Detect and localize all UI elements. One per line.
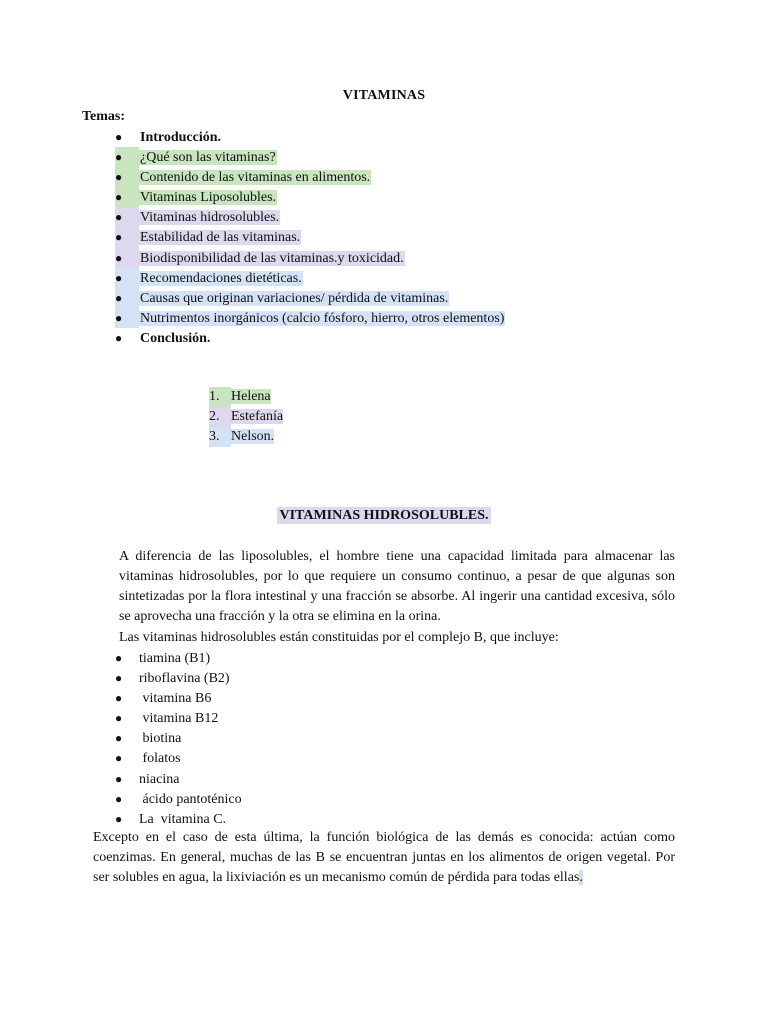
name-item xyxy=(209,427,283,447)
bullet-icon: ● xyxy=(115,227,139,247)
vitamin-text: vitamina B12 xyxy=(139,711,219,727)
topic-item xyxy=(115,227,505,247)
vitamin-text: folatos xyxy=(139,751,181,767)
topic-text: Biodisponibilidad de las vitaminas.y toxicidad. xyxy=(140,250,404,266)
topic-text: Causas que originan variaciones/ pérdida de vitaminas. xyxy=(140,290,449,306)
vitamin-item xyxy=(115,809,242,829)
topic-text: Nutrimentos inorgánicos (calcio fósforo, hierro, otros elementos) xyxy=(140,310,505,326)
topic-item xyxy=(115,147,505,167)
bullet-icon: ● xyxy=(115,167,139,187)
name-item xyxy=(209,387,283,407)
paragraph-conclusion-text: Excepto en el caso de esta última, la función biológica de las demás es conocida: actúan como coenzimas. En general, muchas de las B se encuentran juntas en los alimentos de origen vegetal. Por ser solubles en agua, la lixiviación es un mecanismo común de pérdida para todas ellas xyxy=(93,830,675,886)
vitamin-item xyxy=(115,708,242,728)
paragraph-complex-b: Las vitaminas hidrosolubles están constituidas por el complejo B, que incluye: xyxy=(119,630,559,645)
bullet-icon: ● xyxy=(115,791,123,806)
name-item xyxy=(209,407,283,427)
vitamins-list xyxy=(115,648,242,829)
bullet-icon: ● xyxy=(115,207,139,227)
topic-text: Estabilidad de las vitaminas. xyxy=(140,230,301,246)
bullet-icon: ● xyxy=(115,811,123,826)
topic-item xyxy=(115,187,505,207)
vitamin-item xyxy=(115,789,242,809)
vitamin-item xyxy=(115,728,242,748)
name-number: 3. xyxy=(209,427,231,447)
topics-list xyxy=(115,127,505,348)
vitamin-item xyxy=(115,668,242,688)
topic-text: Vitaminas Liposolubles. xyxy=(140,190,277,206)
vitamin-item xyxy=(115,688,242,708)
topic-item xyxy=(115,328,505,348)
bullet-icon: ● xyxy=(115,731,123,746)
bullet-icon: ● xyxy=(115,651,123,665)
vitamin-text: La vitamina C. xyxy=(139,811,227,827)
bullet-icon: ● xyxy=(115,711,123,726)
vitamin-item xyxy=(115,648,242,668)
bullet-icon: ● xyxy=(115,248,139,268)
name-number: 2. xyxy=(209,407,231,427)
topic-item xyxy=(115,248,505,268)
bullet-icon: ● xyxy=(115,691,123,706)
bullet-icon: ● xyxy=(115,771,123,786)
topic-text: ¿Qué son las vitaminas? xyxy=(140,150,276,166)
bullet-icon: ● xyxy=(115,288,139,308)
names-list xyxy=(209,387,283,447)
vitamin-text: tiamina (B1) xyxy=(139,651,211,666)
name-text: Helena xyxy=(231,389,271,404)
bullet-icon: ● xyxy=(115,187,139,207)
vitamin-text: ácido pantoténico xyxy=(139,791,242,807)
topic-item xyxy=(115,288,505,308)
topic-text: Vitaminas hidrosolubles. xyxy=(140,210,280,226)
text-cursor-period[interactable]: . xyxy=(579,870,583,886)
name-text: Estefanía xyxy=(231,409,284,425)
bullet-icon: ● xyxy=(115,671,123,686)
vitamin-text: niacina xyxy=(139,771,180,787)
section-title-text: VITAMINAS HIDROSOLUBLES. xyxy=(279,508,489,523)
topic-text: Contenido de las vitaminas en alimentos. xyxy=(140,170,371,186)
topic-item xyxy=(115,268,505,288)
vitamin-text: riboflavina (B2) xyxy=(139,671,230,687)
topic-text: Introducción. xyxy=(140,130,222,145)
bullet-icon: ● xyxy=(115,268,139,288)
vitamin-text: vitamina B6 xyxy=(139,691,212,707)
name-number: 1. xyxy=(209,387,231,407)
topic-item xyxy=(115,308,505,328)
bullet-icon: ● xyxy=(115,751,123,766)
paragraph-intro: A diferencia de las liposolubles, el hombre tiene una capacidad limitada para almacenar las vitaminas hidrosolubles, por lo que requiere un consumo continuo, a pesar de que algunas son sintetizadas por la flora intestinal y una fracción se absorbe. Al ingerir una cantidad excesiva, sólo se aprovecha una fracción y la otra se elimina en la orina. xyxy=(119,549,675,625)
vitamin-item xyxy=(115,748,242,768)
bullet-icon: ● xyxy=(115,147,139,167)
paragraph-conclusion xyxy=(93,828,675,888)
topic-item xyxy=(115,207,505,227)
topic-text: Recomendaciones dietéticas. xyxy=(140,270,302,286)
bullet-icon: ● xyxy=(115,130,123,144)
name-text: Nelson. xyxy=(231,429,275,445)
vitamin-text: biotina xyxy=(139,731,182,747)
topic-item xyxy=(115,127,505,147)
bullet-icon: ● xyxy=(115,308,139,328)
topic-item xyxy=(115,167,505,187)
temas-label: Temas: xyxy=(82,109,126,124)
bullet-icon: ● xyxy=(115,330,123,345)
section-title xyxy=(0,508,768,524)
document-title: VITAMINAS xyxy=(342,88,426,103)
vitamin-item xyxy=(115,769,242,789)
topic-text: Conclusión. xyxy=(140,330,211,346)
